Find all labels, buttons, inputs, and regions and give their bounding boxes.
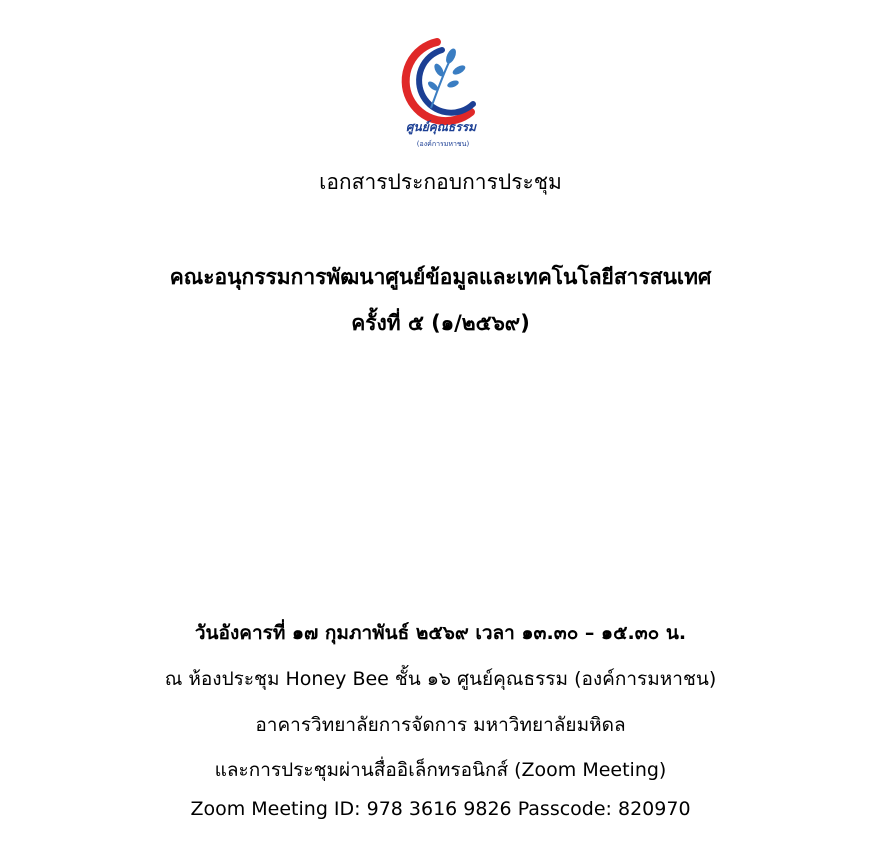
zoom-details: Zoom Meeting ID: 978 3616 9826 Passcode: 820970 — [190, 798, 691, 820]
meeting-room: ณ ห้องประชุม Honey Bee ชั้น ๑๖ ศูนย์คุณธรรม (องค์การมหาชน) — [164, 668, 717, 690]
logo-name-text: ศูนย์คุณธรรม — [405, 120, 477, 134]
document-heading: เอกสารประกอบการประชุม — [319, 170, 562, 194]
meeting-datetime: วันอังคารที่ ๑๗ กุมภาพันธ์ ๒๕๖๙ เวลา ๑๓.๓๐ – ๑๕.๓๐ น. — [194, 622, 687, 644]
logo-emblem — [385, 34, 495, 152]
meeting-building: อาคารวิทยาลัยการจัดการ มหาวิทยาลัยมหิดล — [255, 714, 626, 736]
session-number: ครั้งที่ ๕ (๑/๒๕๖๙) — [351, 311, 530, 335]
organization-logo — [385, 34, 495, 152]
committee-name: คณะอนุกรรมการพัฒนาศูนย์ข้อมูลและเทคโนโลยีสารสนเทศ — [169, 265, 712, 289]
meeting-online: และการประชุมผ่านสื่ออิเล็กทรอนิกส์ (Zoom Meeting) — [214, 759, 667, 781]
logo-sub-text: (องค์การมหาชน) — [416, 140, 470, 148]
